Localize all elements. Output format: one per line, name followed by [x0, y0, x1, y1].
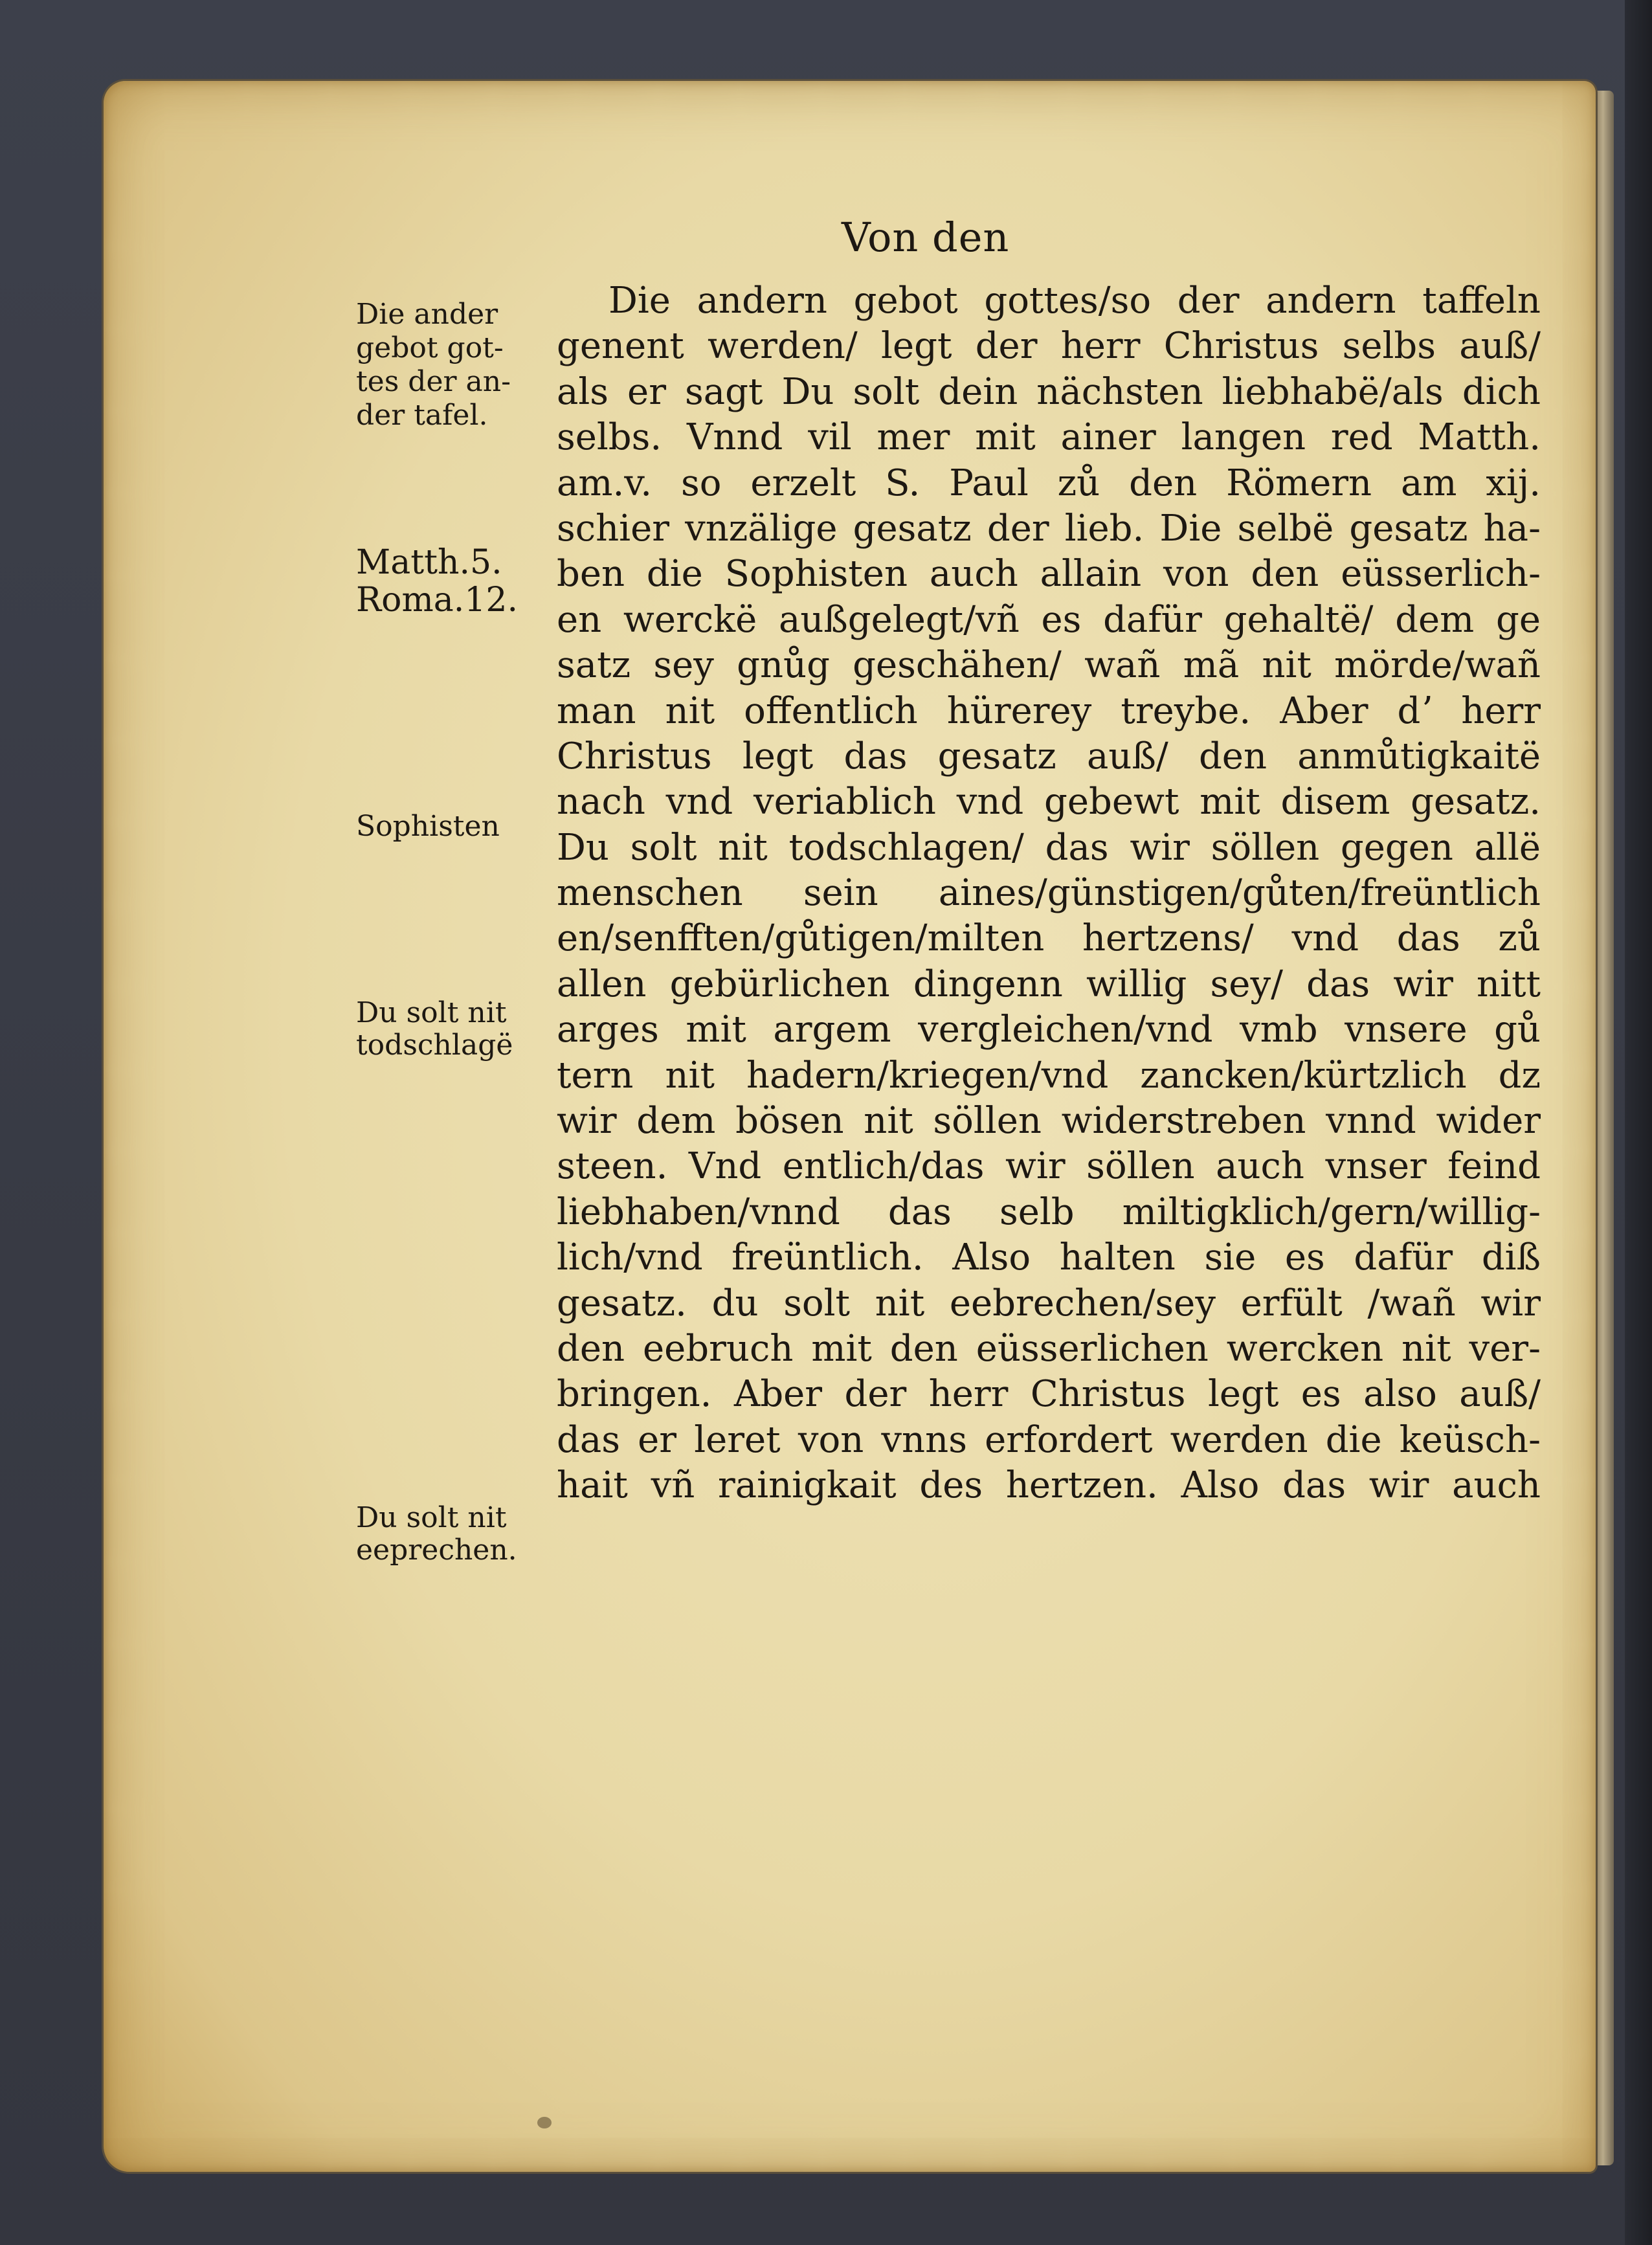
marginal-line: eeprechen.: [356, 1534, 517, 1567]
marginal-note-citations: [356, 544, 550, 619]
text-line: ben die Sophisten auch allain von den eüsserlich-: [557, 553, 1541, 596]
text-line: selbs. Vnnd vil mer mit ainer langen red Matth.: [557, 416, 1541, 459]
text-line: Christus legt das gesatz auß/ den anmůtigkaitë: [557, 735, 1541, 777]
text-line: den eebruch mit den eüsserlichen wercken nit ver-: [557, 1327, 1541, 1370]
text-line: am.v. so erzelt S. Paul zů den Römern am xij.: [557, 462, 1541, 504]
marginal-line: Du solt nit: [356, 996, 507, 1029]
text-line: en werckë außgelegt/vñ es dafür gehaltë/ dem ge: [557, 598, 1541, 641]
marginal-note-eeprechen: [356, 1502, 550, 1567]
marginal-line: der tafel.: [356, 399, 488, 432]
text-line: allen gebürlichen dingenn willig sey/ das wir nitt: [557, 963, 1541, 1005]
marginal-line: tes der an-: [356, 365, 511, 398]
text-line: bringen. Aber der herr Christus legt es also auß/: [557, 1373, 1541, 1416]
text-line: gesatz. du solt nit eebrechen/sey erfült /wañ wir: [557, 1282, 1541, 1324]
text-line: nach vnd veriablich vnd gebewt mit disem gesatz.: [557, 781, 1541, 823]
text-line: steen. Vnd entlich/das wir söllen auch vnser feind: [557, 1145, 1541, 1188]
text-line: menschen sein aines/günstigen/gůten/freüntlich: [557, 872, 1541, 915]
page-fore-edge: [1596, 91, 1614, 2165]
marginal-note-sophisten: [356, 810, 550, 843]
text-line: en/senfften/gůtigen/milten hertzens/ vnd das zů: [557, 917, 1541, 960]
marginal-note-ander-gebot: [356, 298, 550, 432]
text-line: lich/vnd freüntlich. Also halten sie es dafür diß: [557, 1236, 1541, 1279]
marginal-line: gebot got-: [356, 331, 504, 364]
marginal-line: Sophisten: [356, 810, 500, 843]
text-line: man nit offentlich hürerey treybe. Aber dʼ herr: [557, 689, 1541, 732]
marginal-note-todschlagen: [356, 997, 550, 1062]
binding-edge: [1625, 0, 1652, 2245]
text-line: Die andern gebot gottes/so der andern taffeln: [608, 280, 1541, 322]
text-line: schier vnzälige gesatz der lieb. Die selbë gesatz ha-: [557, 507, 1541, 550]
text-line: das er leret von vnns erfordert werden die keüsch-: [557, 1418, 1541, 1461]
marginal-line: Die ander: [356, 298, 498, 331]
text-line: satz sey gnůg geschähen/ wañ mã nit mörde/wañ: [557, 644, 1541, 687]
running-header: Von den: [842, 214, 1010, 261]
text-line: tern nit hadern/kriegen/vnd zancken/kürtzlich dz: [557, 1054, 1541, 1097]
text-line: hait vñ rainigkait des hertzen. Also das wir auch: [557, 1464, 1541, 1507]
marginal-line: todschlagë: [356, 1029, 513, 1062]
marginal-line: Du solt nit: [356, 1501, 507, 1534]
text-line: als er sagt Du solt dein nächsten liebhabë/als dich: [557, 370, 1541, 413]
text-line: liebhaben/vnnd das selb miltigklich/gern/willig-: [557, 1190, 1541, 1233]
main-text-block: [557, 278, 1541, 1509]
marginal-line: Roma.12.: [356, 581, 518, 620]
text-line: genent werden/ legt der herr Christus selbs auß/: [557, 325, 1541, 368]
text-line: arges mit argem vergleichen/vnd vmb vnsere gů: [557, 1009, 1541, 1051]
text-line: wir dem bösen nit söllen widerstreben vnnd wider: [557, 1100, 1541, 1143]
marginal-line: Matth.5.: [356, 543, 502, 582]
text-line: Du solt nit todschlagen/ das wir söllen gegen allë: [557, 826, 1541, 869]
ink-spot: [537, 2117, 552, 2128]
